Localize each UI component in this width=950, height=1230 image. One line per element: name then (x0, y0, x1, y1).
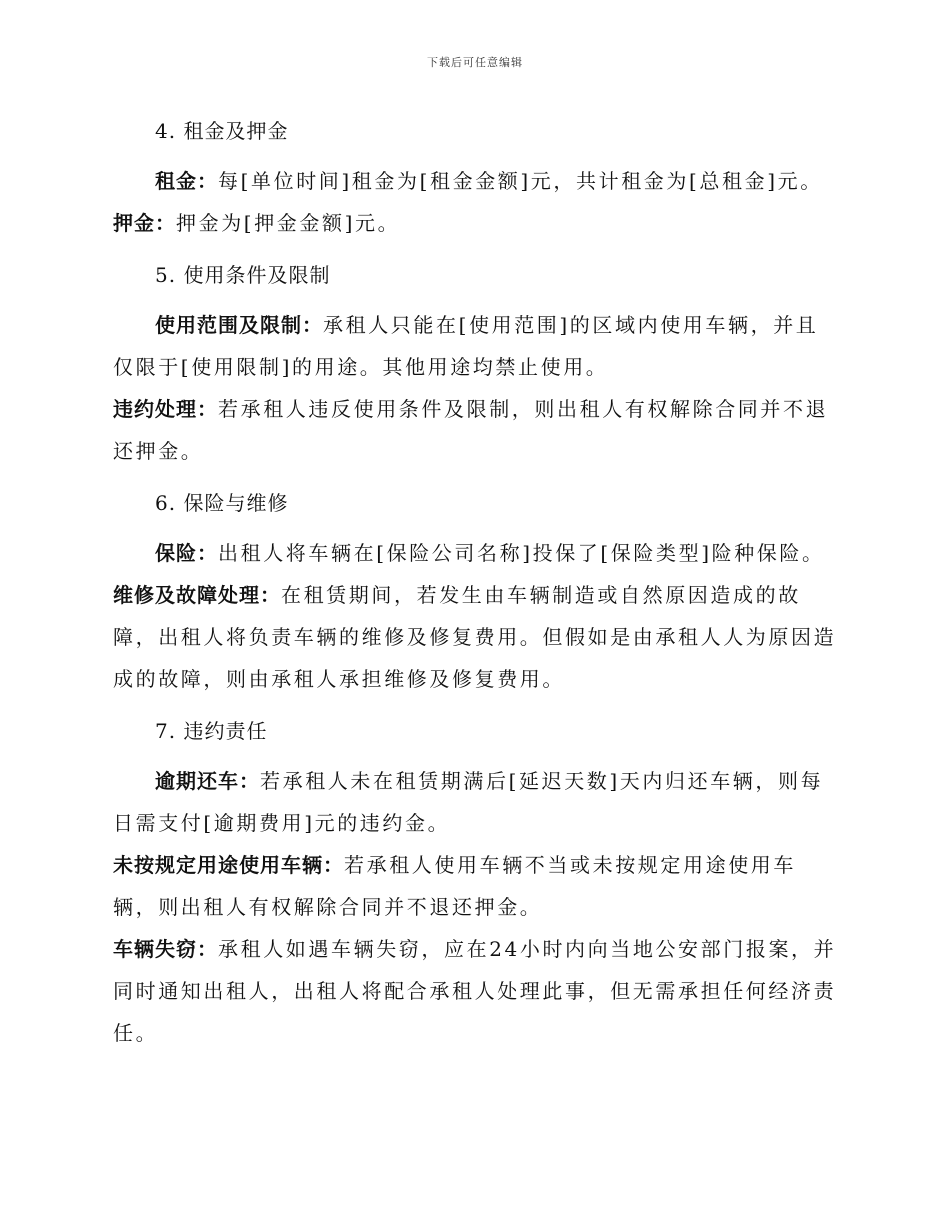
section-4-heading: 4. 租金及押金 (155, 119, 289, 143)
deposit-text: 押金为[押金金额]元。 (176, 211, 401, 235)
deposit-paragraph (113, 202, 837, 244)
scope-text: 承租人只能在[使用范围]的区域内使用车辆，并且仅限于[使用限制]的用途。其他用途均禁止使用。 (113, 313, 819, 379)
breach-text: 若承租人违反使用条件及限制，则出租人有权解除合同并不退还押金。 (113, 397, 829, 463)
misuse-term: 未按规定用途使用车辆： (113, 853, 344, 877)
breach-paragraph (113, 388, 837, 472)
overdue-text: 若承租人未在租赁期满后[延迟天数]天内归还车辆，则每日需支付[逾期费用]元的违约金。 (113, 769, 824, 835)
repair-paragraph (113, 574, 837, 700)
theft-term: 车辆失窃： (113, 937, 218, 961)
rent-term: 租金： (155, 169, 218, 193)
rent-paragraph (113, 160, 837, 202)
section-6-heading: 6. 保险与维修 (155, 491, 289, 515)
scope-paragraph (113, 304, 837, 388)
misuse-paragraph (113, 844, 837, 928)
scope-term: 使用范围及限制： (155, 313, 323, 337)
overdue-term: 逾期还车： (155, 769, 260, 793)
insurance-text: 出租人将车辆在[保险公司名称]投保了[保险类型]险种保险。 (218, 541, 825, 565)
section-7-heading: 7. 违约责任 (155, 719, 268, 743)
page-header-note: 下载后可任意编辑 (427, 56, 523, 69)
deposit-term: 押金： (113, 211, 176, 235)
section-5-heading: 5. 使用条件及限制 (155, 263, 331, 287)
repair-text: 在租赁期间，若发生由车辆制造或自然原因造成的故障，出租人将负责车辆的维修及修复费用。但假如是由承租人人为原因造成的故障，则由承租人承担维修及修复费用。 (113, 583, 837, 691)
misuse-text: 若承租人使用车辆不当或未按规定用途使用车辆，则出租人有权解除合同并不退还押金。 (113, 853, 796, 919)
theft-paragraph (113, 928, 837, 1054)
rent-text: 每[单位时间]租金为[租金金额]元，共计租金为[总租金]元。 (218, 169, 823, 193)
repair-term: 维修及故障处理： (113, 583, 281, 607)
document-body (113, 108, 837, 1054)
insurance-paragraph (113, 532, 837, 574)
theft-text: 承租人如遇车辆失窃，应在24小时内向当地公安部门报案，并同时通知出租人，出租人将配合承租人处理此事，但无需承担任何经济责任。 (113, 937, 837, 1045)
overdue-paragraph (113, 760, 837, 844)
insurance-term: 保险： (155, 541, 218, 565)
breach-term: 违约处理： (113, 397, 218, 421)
